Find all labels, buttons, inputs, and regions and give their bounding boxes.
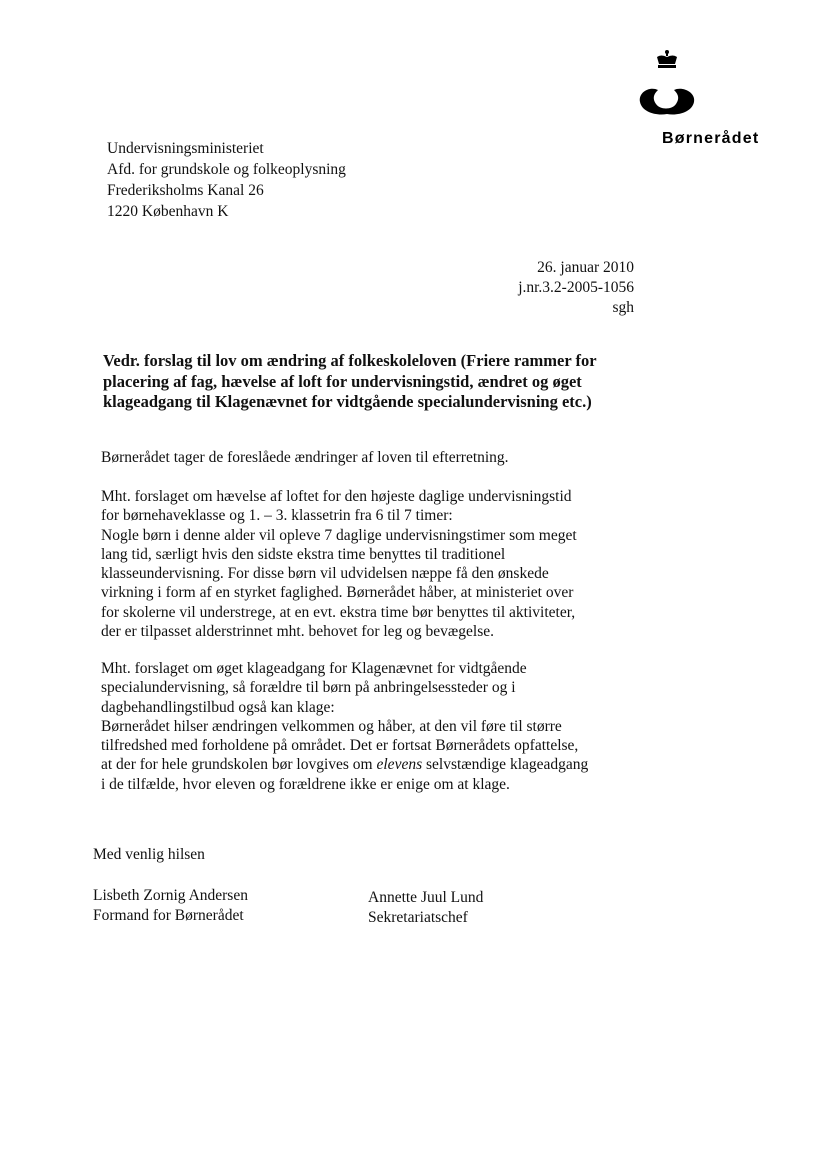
body-text: at der for hele grundskolen bør lovgives om — [101, 756, 377, 774]
journal-number: j.nr.3.2-2005-1056 — [518, 279, 634, 296]
signature-block-1 — [93, 886, 248, 926]
body-line: der er tilpasset alderstrinnet mht. behovet for leg og bevægelse. — [101, 623, 494, 641]
signature-block-2 — [368, 888, 483, 928]
body-line: for skolerne vil understrege, at en evt. ekstra time bør benyttes til aktiviteter, — [101, 603, 576, 621]
body-line: for børnehaveklasse og 1. – 3. klassetrin fra 6 til 7 timer: — [101, 507, 453, 525]
letter-date: 26. januar 2010 — [537, 259, 634, 276]
bornerad-logo-icon — [636, 84, 698, 116]
body-paragraph-3 — [101, 659, 641, 794]
org-name: Børnerådet — [662, 130, 760, 147]
body-line: klasseundervisning. For disse børn vil udvidelsen næppe få den ønskede — [101, 565, 549, 583]
recipient-address — [107, 138, 346, 222]
recipient-line: Afd. for grundskole og folkeoplysning — [107, 161, 346, 178]
recipient-line: Frederiksholms Kanal 26 — [107, 182, 264, 199]
body-line: Mht. forslaget om øget klageadgang for Klagenævnet for vidtgående — [101, 660, 527, 677]
recipient-line: 1220 København K — [107, 203, 229, 220]
signer-name: Annette Juul Lund — [368, 889, 484, 906]
body-line: i de tilfælde, hvor eleven og forældrene ikke er enige om at klage. — [101, 775, 510, 793]
body-line: Børnerådet tager de foreslåede ændringer af loven til efterretning. — [101, 449, 509, 466]
subject-line: Vedr. forslag til lov om ændring af folkeskoleloven (Friere rammer for — [103, 351, 597, 370]
recipient-line: Undervisningsministeriet — [107, 140, 264, 157]
crown-icon — [654, 48, 680, 70]
body-line: specialundervisning, så forældre til børn på anbringelsessteder og i — [101, 679, 516, 697]
signer-title: Formand for Børnerådet — [93, 907, 244, 924]
sender-initials: sgh — [612, 299, 634, 316]
body-paragraph-2 — [101, 487, 641, 641]
letter-meta — [518, 258, 634, 318]
body-line: virkning i form af en styrket faglighed. Børnerådet håber, at ministeriet over — [101, 584, 574, 602]
subject-line: placering af fag, hævelse af loft for undervisningstid, ændret og øget — [103, 371, 582, 391]
body-line: tilfredshed med forholdene på området. Det er fortsat Børnerådets opfattelse, — [101, 737, 579, 755]
body-line: lang tid, særligt hvis den sidste ekstra time benyttes til traditionel — [101, 545, 506, 563]
body-line-with-emphasis — [101, 755, 641, 774]
body-line: Nogle børn i denne alder vil opleve 7 daglige undervisningstimer som meget — [101, 526, 577, 544]
body-paragraph-1 — [101, 448, 641, 467]
signer-title: Sekretariatschef — [368, 909, 468, 926]
closing-greeting: Med venlig hilsen — [93, 846, 205, 863]
body-text: selvstændige klageadgang — [422, 756, 589, 774]
letter-subject — [103, 351, 643, 413]
body-line: Børnerådet hilser ændringen velkommen og håber, at den vil føre til større — [101, 717, 562, 735]
emphasized-word: elevens — [376, 756, 423, 774]
body-line: Mht. forslaget om hævelse af loftet for den højeste daglige undervisningstid — [101, 488, 572, 505]
signer-name: Lisbeth Zornig Andersen — [93, 887, 248, 904]
body-line: dagbehandlingstilbud også kan klage: — [101, 698, 335, 716]
subject-line: klageadgang til Klagenævnet for vidtgående specialundervisning etc.) — [103, 392, 592, 411]
